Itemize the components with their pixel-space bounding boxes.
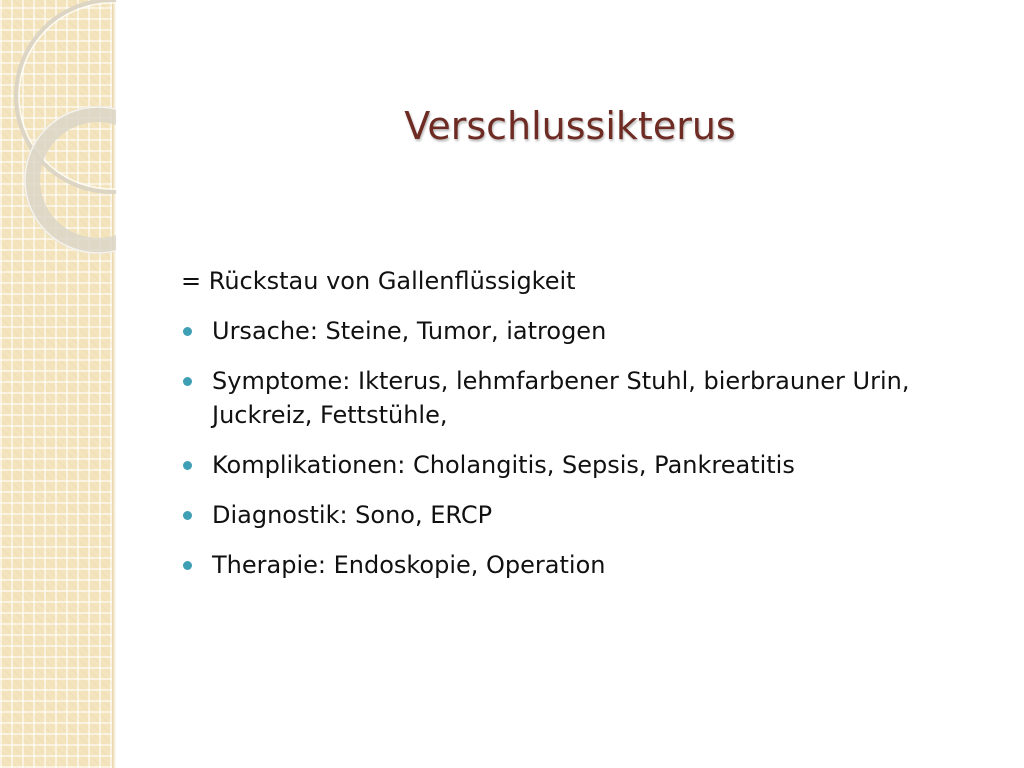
slide-title: Verschlussikterus (404, 104, 736, 148)
bullet-dot-icon (183, 377, 192, 386)
bullet-text: Symptome: Ikterus, lehmfarbener Stuhl, bierbrauner Urin, Juckreiz, Fettstühle, (212, 367, 910, 429)
decorative-rings (0, 0, 116, 260)
definition-line: = Rückstau von Gallenflüssigkeit (181, 267, 576, 295)
bullet-item-komplikationen (181, 448, 971, 482)
bullet-dot-icon (183, 327, 192, 336)
bullet-list (181, 314, 971, 582)
bullet-dot-icon (183, 461, 192, 470)
small-ring (32, 114, 116, 246)
bullet-text: Ursache: Steine, Tumor, iatrogen (212, 317, 607, 345)
bullet-text: Komplikationen: Cholangitis, Sepsis, Pankreatitis (212, 451, 795, 479)
bullet-item-diagnostik (181, 498, 971, 532)
bullet-text: Diagnostik: Sono, ERCP (212, 501, 493, 529)
bullet-item-symptome (181, 364, 971, 432)
bullet-dot-icon (183, 561, 192, 570)
bullet-item-therapie (181, 548, 971, 582)
bullet-item-ursache (181, 314, 971, 348)
slide-body (181, 264, 971, 598)
bullet-text: Therapie: Endoskopie, Operation (212, 551, 606, 579)
bullet-dot-icon (183, 511, 192, 520)
